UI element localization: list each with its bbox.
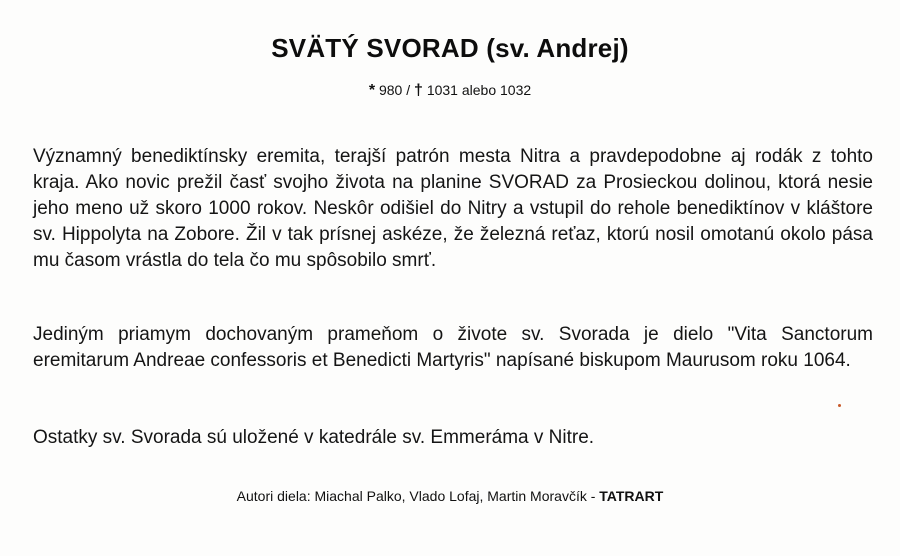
birth-year: 980 / bbox=[378, 82, 411, 98]
life-dates bbox=[0, 82, 900, 100]
credits-line bbox=[0, 488, 900, 504]
paragraph-source: Jediným priamym dochovaným prameňom o živote sv. Svorada je dielo "Vita Sanctorum eremitarum Andreae confessoris et Benedicti Martyris" napísané biskupom Maurusom roku 1064. bbox=[33, 324, 873, 371]
birth-asterisk-icon: * bbox=[368, 82, 376, 99]
credits-authors: Autori diela: Miachal Palko, Vlado Lofaj, Martin Moravčík - bbox=[236, 488, 596, 504]
page-title: SVÄTÝ SVORAD (sv. Andrej) bbox=[271, 33, 629, 63]
scan-speck bbox=[838, 404, 841, 407]
death-cross-icon: † bbox=[414, 82, 423, 99]
paragraph-biography: Významný benediktínsky eremita, terajší patrón mesta Nitra a pravdepodobne aj rodák z tohto kraja. Ako novic prežil časť svojho života na planine SVORAD za Prosieckou dolinou, ktorá nesie jeho meno už skoro 1000 rokov. Neskôr odišiel do Nitry a vstupil do rehole benediktínov v kláštore sv. Hippolyta na Zobore. Žil v tak prísnej askéze, že železná reťaz, ktorú nosil omotanú okolo pása mu časom vrástla do tela čo mu spôsobilo smrť. bbox=[33, 146, 873, 271]
death-years: 1031 alebo 1032 bbox=[426, 82, 532, 98]
credits-organization: TATRART bbox=[599, 488, 664, 504]
paragraph-relics: Ostatky sv. Svorada sú uložené v katedrále sv. Emmeráma v Nitre. bbox=[33, 427, 595, 448]
